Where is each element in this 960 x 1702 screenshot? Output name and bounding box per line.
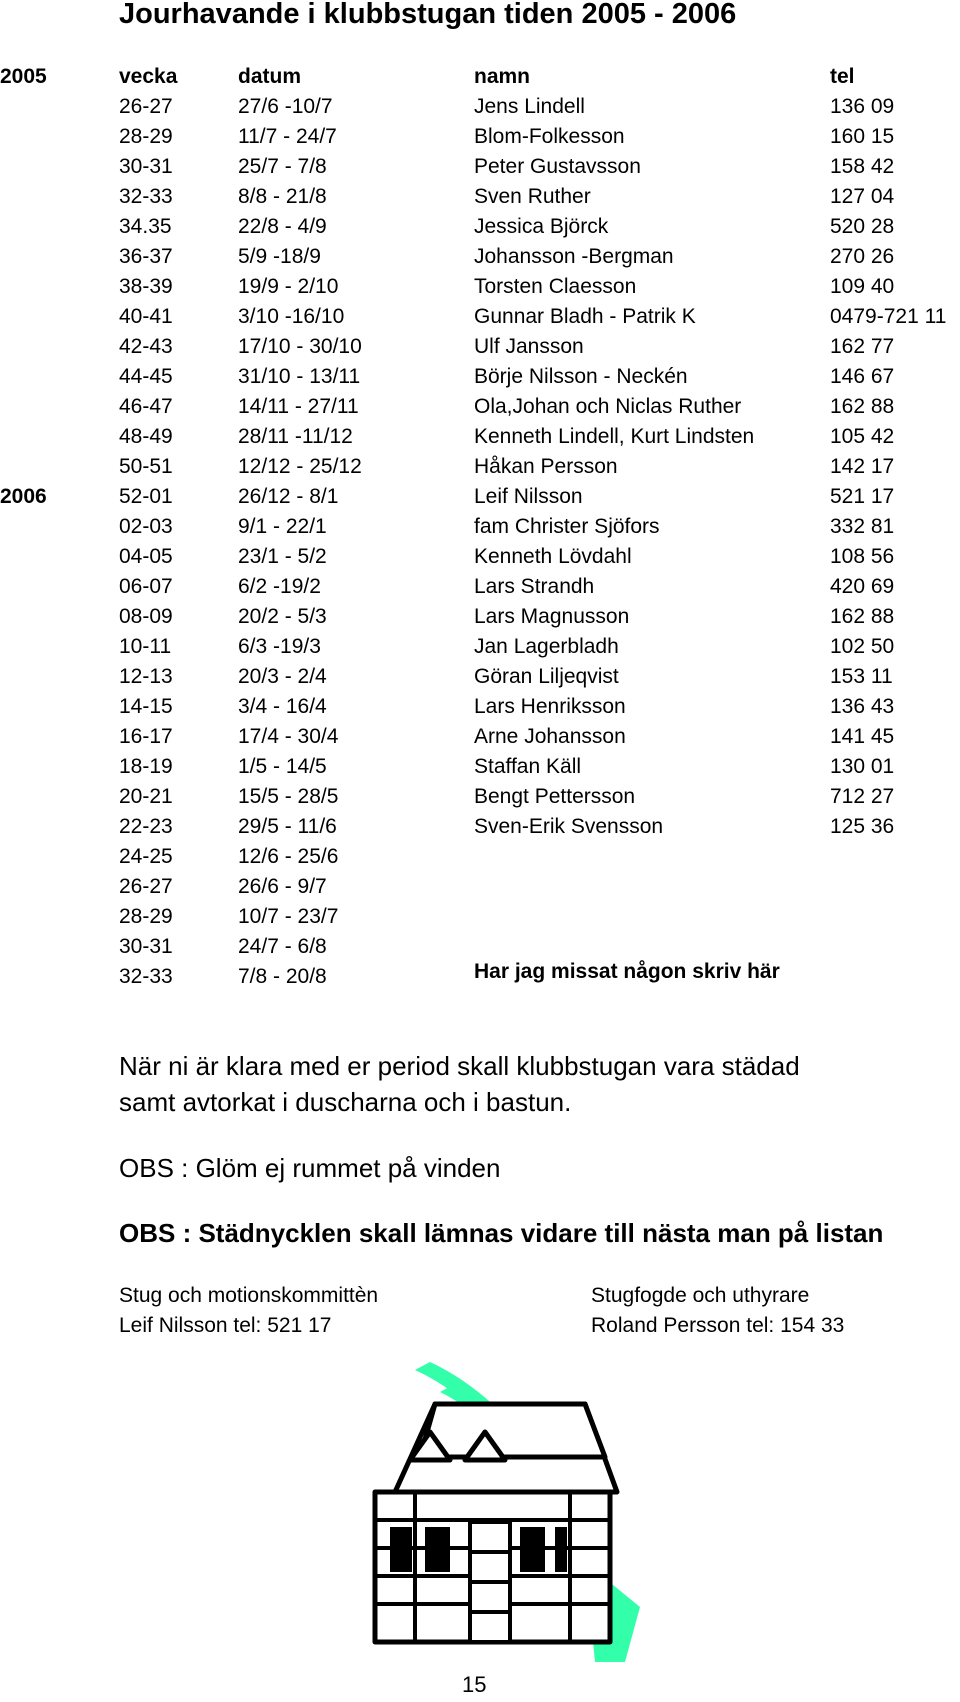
table-row: [0, 392, 960, 422]
table-row: [0, 572, 960, 602]
cell-datum: 27/6 -10/7: [238, 95, 333, 118]
cell-tel: 160 15: [830, 125, 895, 148]
cell-datum: 25/7 - 7/8: [238, 155, 327, 178]
cell-datum: 26/6 - 9/7: [238, 875, 327, 898]
cell-tel: 102 50: [830, 635, 895, 658]
cell-namn: Lars Strandh: [474, 575, 595, 598]
cell-namn: Ola,Johan och Niclas Ruther: [474, 395, 742, 418]
cell-datum: 29/5 - 11/6: [238, 815, 337, 838]
cell-namn: Håkan Persson: [474, 455, 618, 478]
table-row: [0, 272, 960, 302]
cell-datum: 20/2 - 5/3: [238, 605, 327, 628]
cell-vecka: 20-21: [119, 785, 173, 808]
table-row: [0, 182, 960, 212]
page-title: Jourhavande i klubbstugan tiden 2005 - 2006: [119, 0, 737, 30]
cell-namn: Lars Henriksson: [474, 695, 626, 718]
cleaning-note-line1: När ni är klara med er period skall klubbstugan vara städad: [119, 1051, 800, 1081]
cell-vecka: 16-17: [119, 725, 173, 748]
cell-vecka: 34.35: [119, 215, 172, 238]
cell-datum: 8/8 - 21/8: [238, 185, 327, 208]
table-row: [0, 842, 960, 872]
cell-tel: 162 88: [830, 605, 895, 628]
cell-namn: Staffan Käll: [474, 755, 582, 778]
cell-datum: 1/5 - 14/5: [238, 755, 327, 778]
cell-datum: 15/5 - 28/5: [238, 785, 339, 808]
cell-datum: 9/1 - 22/1: [238, 515, 327, 538]
cell-datum: 6/2 -19/2: [238, 575, 321, 598]
cell-vecka: 04-05: [119, 545, 173, 568]
table-row: [0, 362, 960, 392]
page-number: 15: [462, 1672, 487, 1697]
cell-vecka: 46-47: [119, 395, 173, 418]
cell-namn: Torsten Claesson: [474, 275, 637, 298]
missed-note: Har jag missat någon skriv här: [474, 960, 780, 983]
cleaning-note-line2: samt avtorkat i duscharna och i bastun.: [119, 1087, 572, 1117]
cell-datum: 3/4 - 16/4: [238, 695, 327, 718]
header-datum: datum: [238, 65, 301, 88]
cell-tel: 712 27: [830, 785, 895, 808]
cell-vecka: 28-29: [119, 125, 173, 148]
cell-datum: 23/1 - 5/2: [238, 545, 327, 568]
cell-vecka: 36-37: [119, 245, 173, 268]
cell-tel: 127 04: [830, 185, 895, 208]
cell-tel: 136 09: [830, 95, 895, 118]
cell-datum: 11/7 - 24/7: [238, 125, 337, 148]
cell-vecka: 32-33: [119, 185, 173, 208]
cell-vecka: 18-19: [119, 755, 173, 778]
cell-tel: 153 11: [830, 665, 893, 688]
cell-datum: 20/3 - 2/4: [238, 665, 327, 688]
header-vecka: vecka: [119, 65, 178, 88]
obs-note-attic: OBS : Glöm ej rummet på vinden: [119, 1153, 501, 1183]
cell-datum: 26/12 - 8/1: [238, 485, 339, 508]
committee-title: Stug och motionskommittèn: [119, 1284, 379, 1307]
cell-tel: 141 45: [830, 725, 895, 748]
table-row: [0, 932, 960, 962]
cell-datum: 19/9 - 2/10: [238, 275, 339, 298]
table-row: [0, 452, 960, 482]
cell-datum: 12/12 - 25/12: [238, 455, 362, 478]
cell-datum: 14/11 - 27/11: [238, 395, 359, 418]
cell-vecka: 02-03: [119, 515, 173, 538]
cell-vecka: 44-45: [119, 365, 173, 388]
cell-datum: 17/10 - 30/10: [238, 335, 362, 358]
table-row: [0, 212, 960, 242]
cell-datum: 28/11 -11/12: [238, 425, 353, 448]
cell-vecka: 52-01: [119, 485, 173, 508]
table-row: [0, 422, 960, 452]
cell-datum: 5/9 -18/9: [238, 245, 321, 268]
table-row: [0, 662, 960, 692]
obs-note-key: OBS : Städnycklen skall lämnas vidare till nästa man på listan: [119, 1218, 884, 1248]
cell-tel: 108 56: [830, 545, 895, 568]
table-row: [0, 302, 960, 332]
cell-vecka: 32-33: [119, 965, 173, 988]
table-row: [0, 782, 960, 812]
cell-tel: 130 01: [830, 755, 895, 778]
table-row: [0, 242, 960, 272]
cell-vecka: 26-27: [119, 95, 173, 118]
cell-tel: 0479-721 11: [830, 305, 947, 328]
cell-namn: Jens Lindell: [474, 95, 585, 118]
cell-namn: Johansson -Bergman: [474, 245, 674, 268]
table-row: [0, 482, 960, 512]
cell-namn: Peter Gustavsson: [474, 155, 641, 178]
cell-vecka: 14-15: [119, 695, 173, 718]
cell-tel: 520 28: [830, 215, 895, 238]
cell-namn: Blom-Folkesson: [474, 125, 625, 148]
committee-contact: Leif Nilsson tel: 521 17: [119, 1314, 332, 1337]
header-tel: tel: [830, 65, 855, 88]
cell-namn: Leif Nilsson: [474, 485, 583, 508]
caretaker-title: Stugfogde och uthyrare: [591, 1284, 810, 1307]
cell-vecka: 40-41: [119, 305, 173, 328]
cell-namn: Jessica Björck: [474, 215, 609, 238]
table-row: [0, 902, 960, 932]
cell-vecka: 50-51: [119, 455, 173, 478]
caretaker-contact: Roland Persson tel: 154 33: [591, 1314, 845, 1337]
cell-namn: Gunnar Bladh - Patrik K: [474, 305, 696, 328]
cell-year: 2006: [0, 485, 47, 508]
cell-tel: 162 77: [830, 335, 895, 358]
house-icon: [355, 1362, 655, 1662]
cell-tel: 109 40: [830, 275, 895, 298]
table-row: [0, 872, 960, 902]
cell-vecka: 22-23: [119, 815, 173, 838]
cell-vecka: 30-31: [119, 935, 173, 958]
cell-namn: Kenneth Lövdahl: [474, 545, 632, 568]
cell-tel: 158 42: [830, 155, 895, 178]
cell-datum: 3/10 -16/10: [238, 305, 345, 328]
table-row: [0, 602, 960, 632]
cell-vecka: 42-43: [119, 335, 173, 358]
cell-vecka: 06-07: [119, 575, 173, 598]
cell-namn: Ulf Jansson: [474, 335, 584, 358]
cell-tel: 332 81: [830, 515, 895, 538]
cell-vecka: 30-31: [119, 155, 173, 178]
cell-namn: Kenneth Lindell, Kurt Lindsten: [474, 425, 755, 448]
cell-namn: Jan Lagerbladh: [474, 635, 619, 658]
cell-datum: 12/6 - 25/6: [238, 845, 339, 868]
table-row: [0, 632, 960, 662]
table-row: [0, 542, 960, 572]
table-row: [0, 332, 960, 362]
cell-datum: 31/10 - 13/11: [238, 365, 361, 388]
cell-datum: 7/8 - 20/8: [238, 965, 327, 988]
header-namn: namn: [474, 65, 531, 88]
table-row: [0, 122, 960, 152]
cell-vecka: 24-25: [119, 845, 173, 868]
cell-namn: Arne Johansson: [474, 725, 626, 748]
cell-datum: 24/7 - 6/8: [238, 935, 327, 958]
cell-tel: 146 67: [830, 365, 895, 388]
cell-vecka: 48-49: [119, 425, 173, 448]
table-row: [0, 692, 960, 722]
cell-datum: 22/8 - 4/9: [238, 215, 327, 238]
cell-tel: 270 26: [830, 245, 895, 268]
cell-namn: Lars Magnusson: [474, 605, 630, 628]
cell-tel: 125 36: [830, 815, 895, 838]
table-row: [0, 752, 960, 782]
cell-namn: Bengt Pettersson: [474, 785, 636, 808]
cell-namn: Sven-Erik Svensson: [474, 815, 664, 838]
table-row: [0, 92, 960, 122]
cell-vecka: 28-29: [119, 905, 173, 928]
cell-vecka: 38-39: [119, 275, 173, 298]
cell-datum: 17/4 - 30/4: [238, 725, 339, 748]
cell-namn: Börje Nilsson - Neckén: [474, 365, 688, 388]
cell-vecka: 12-13: [119, 665, 173, 688]
table-row: [0, 812, 960, 842]
table-row: [0, 512, 960, 542]
cell-tel: 136 43: [830, 695, 895, 718]
cell-namn: Göran Liljeqvist: [474, 665, 619, 688]
cell-tel: 142 17: [830, 455, 895, 478]
cell-namn: fam Christer Sjöfors: [474, 515, 660, 538]
cell-tel: 162 88: [830, 395, 895, 418]
cell-tel: 420 69: [830, 575, 895, 598]
table-row: [0, 722, 960, 752]
year-label: 2005: [0, 65, 47, 88]
cell-tel: 521 17: [830, 485, 895, 508]
table-row: [0, 152, 960, 182]
cell-datum: 6/3 -19/3: [238, 635, 321, 658]
cell-vecka: 08-09: [119, 605, 173, 628]
cell-tel: 105 42: [830, 425, 895, 448]
table-header: [0, 62, 960, 92]
cell-datum: 10/7 - 23/7: [238, 905, 339, 928]
cell-namn: Sven Ruther: [474, 185, 591, 208]
cell-vecka: 26-27: [119, 875, 173, 898]
cell-vecka: 10-11: [119, 635, 172, 658]
